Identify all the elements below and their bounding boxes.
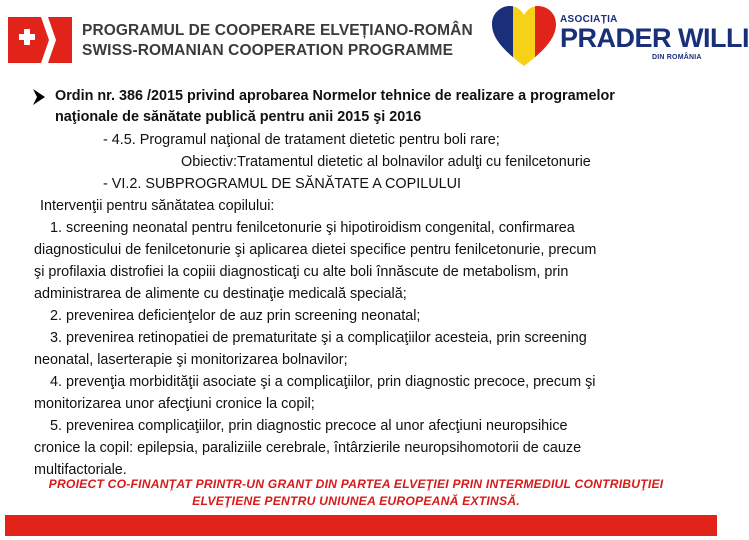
program-4-5: - 4.5. Programul naţional de tratament dietetic pentru boli rare; — [103, 132, 500, 148]
logo-name: PRADER WILLI — [560, 23, 749, 53]
footer-line-2: ELVEŢIENE PENTRU UNIUNEA EUROPEANĂ EXTINSĂ. — [192, 494, 520, 508]
list-item-1b: diagnosticului de fenilcetonurie şi aplicarea dietei specifice pentru fenilcetonurie, precum — [34, 242, 597, 258]
logo-asociatia: ASOCIAȚIA — [560, 14, 618, 25]
footer-red-bar — [5, 515, 717, 536]
list-item-3a: 3. prevenirea retinopatiei de prematuritate şi a complicaţiilor acesteia, prin screening — [50, 330, 587, 346]
list-item-1c: şi profilaxia distrofiei la copiii diagnosticaţi cu alte boli înnăscute de metabolism, prin — [34, 264, 569, 280]
logo-subtitle: DIN ROMÂNIA — [652, 54, 702, 61]
objective-line: Obiectiv:Tratamentul dietetic al bolnavilor adulţi cu fenilcetonurie — [181, 154, 591, 170]
list-item-5c: multifactoriale. — [34, 462, 127, 478]
heart-flag-icon — [490, 4, 558, 70]
list-item-3b: neonatal, laserterapie şi monitorizarea bolnavilor; — [34, 352, 348, 368]
list-item-1d: administrarea de alimente cu destinaţie medicală specială; — [34, 286, 407, 302]
order-line-1: Ordin nr. 386 /2015 privind aprobarea Normelor tehnice de realizare a programelor — [55, 88, 615, 104]
order-line-2: naţionale de sănătate publică pentru anii 2015 şi 2016 — [55, 109, 422, 125]
program-title — [82, 21, 473, 61]
list-item-5a: 5. prevenirea complicaţiilor, prin diagnostic precoce al unor afecţiuni neuropsihice — [50, 418, 568, 434]
header — [0, 0, 749, 72]
program-title-line1: PROGRAMUL DE COOPERARE ELVEȚIANO-ROMÂN — [82, 22, 473, 39]
footer-line-1: PROIECT CO-FINANŢAT PRINTR-UN GRANT DIN PARTEA ELVEŢIEI PRIN INTERMEDIUL CONTRIBUŢIEI — [48, 477, 664, 491]
interventions-heading: Intervenţii pentru sănătatea copilului: — [40, 198, 275, 214]
list-item-4a: 4. prevenţia morbidităţii asociate şi a complicaţiilor, prin diagnostic precoce, precum şi — [50, 374, 596, 390]
program-title-line2: SWISS-ROMANIAN COOPERATION PROGRAMME — [82, 42, 454, 59]
subprogram-vi-2: - VI.2. SUBPROGRAMUL DE SĂNĂTATE A COPILULUI — [103, 176, 461, 192]
list-item-4b: monitorizarea unor afecţiuni cronice la copil; — [34, 396, 315, 412]
list-item-5b: cronice la copil: epilepsia, paraliziile cerebrale, întârzierile neuropsihomotorii de cauze — [34, 440, 582, 456]
list-item-1a: 1. screening neonatal pentru fenilcetonurie şi hipotiroidism congenital, confirmarea — [50, 220, 575, 236]
prader-willi-logo — [490, 4, 749, 70]
swiss-flag-icon — [8, 17, 72, 63]
arrow-bullet-icon — [32, 88, 46, 106]
list-item-2: 2. prevenirea deficienţelor de auz prin screening neonatal; — [50, 308, 421, 324]
